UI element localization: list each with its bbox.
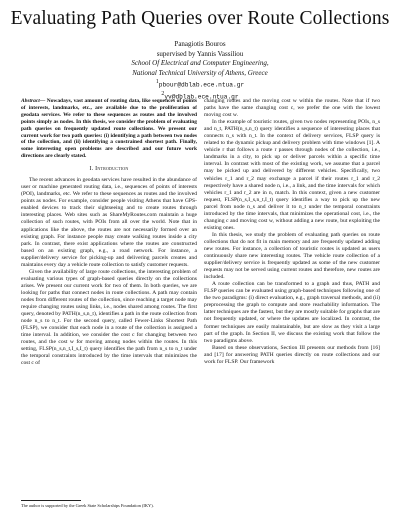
intro-paragraph-4: In the example of touristic routes, given two nodes representing POIs, n_s and n_t, PATH(n_s,n_t) query identifies a sequence of interesting places that connects n_s with n_t. In the context of delivery services, FLSP query is related to the dynamic pickup and delivery problem with time windows [1]. A vehicle r that follows a route r passes through nodes of the collection, i.e., landmarks in a city, to pick up or deliver parcels within a specific time interval. In contrast with most of the existing work, we assume that a parcel may be picked up and delivered by different vehicles. Specifically, two vehicles r_1 and r_2 may exchange a parcel if their routes r_1 and r_2 respectively have a shared node n, i.e., a link, and the time intervals for which vehicles r_1 and r_2 are in n, match. In this context, given a new customer request, FLSP(n_s,I_s,n_t,I_t) query identifies a way to pick up the new parcel from node n_s and deliver it to n_t under the temporal constraints introduced by the time intervals, that minimizes the operational cost, i.e., the changing c and moving cost w, without adding a new route, but exploiting the existing ones. [204,119,380,231]
abstract-text: — Nowadays, vast amount of routing data, like sequences of points of interests, landmarks, etc., are available due to the proliferation of geodata services. We refer to these sequences as routes and the involved points simply as nodes. In this thesis, we consider the problem of evaluating path queries on frequently updated route collections. We present our current work for two path queries: (i) identifying a path between two nodes of the collection, and (ii) identifying a constrained shortest path. Finally, some interesting open problems are described and our future work directions are clearly stated. [21,98,197,160]
intro-paragraph-5: In this thesis, we study the problem of evaluating path queries on route collections that do not fit in main memory and are frequently updated adding new routes. For instance, a collection of touristic routes is updated as users continuously share new interesting routes. The vehicle route collection of a supplier/delivery service is frequently updated as some of the new customer requests may not be served using current routes and therefore, new routes are included. [204,231,380,281]
email-line-1 [0,78,400,90]
intro-paragraph-3: changing routes and the moving cost w within the routes. Note that if two paths have the same changing cost c, we prefer the one with the lowest moving cost w. [204,98,380,119]
school-affiliation: School Of Electrical and Computer Engineering, [131,59,269,67]
intro-paragraph-1: The recent advances in geodata services have resulted in the abundance of user or machine generated routing data, i.e., sequences of points of interests (POI), landmarks, etc. We refer to these sequences as routes and the involved points as nodes. For example, consider people visiting Athens that have GPS-enabled devices to track their sightseeing and to create routes through interesting places. Web sites such as ShareMyRoutes.com maintain a huge collection of such routes, with POIs from all over the world. Note that in applications like the above, the routes are not necessarily formed over an existing graph. For instance people may create walking routes inside a city park. In contrast, there exist applications where the routes are constructed based on an existing graph, e.g., a road network. For instance, a supplier/delivery service for picking-up and delivering parcels creates and maintains every day a vehicle route collection to satisfy customer requests. [21,177,197,268]
university-affiliation: National Technical University of Athens, Greece [132,68,268,77]
email-1: pbour@dblab.ece.ntua.gr [158,81,245,89]
intro-paragraph-7: Based on these observations, Section III presents our methods from [16] and [17] for answering PATH queries directly on route collections and our work for FLSP. Our framework [204,344,380,365]
section-heading-introduction: I. Introduction [89,166,129,173]
abstract-lead: Abstract [21,98,40,104]
footnote: The author is supported by the Greek State Scholarships Foundation (IKY). [21,503,154,508]
right-column [204,98,380,366]
abstract [21,98,197,160]
email-marker-1: 1 [155,79,159,85]
email-2: yv@dblab.ece.ntua.gr [164,93,239,101]
email-marker-2: 2 [161,90,165,97]
supervisor-line: supervised by Yannis Vassiliou [156,49,244,58]
left-column [21,98,197,367]
author-name: Panagiotis Bouros [174,40,226,48]
intro-paragraph-6: A route collection can be transformed to a graph and thus, PATH and FLSP queries can be evaluated using graph-based techniques following one of the two paradigms: (i) direct evaluation, e.g., graph traversal methods, and (ii) preprocessing the graph to compute and store reachability information. The latter techniques are the fastest, but they are mostly suitable for graphs that are not frequently updated, or where the updates are localized. In contrast, the former techniques are easily maintainable, but are slow as they visit a large part of the graph. In Section II, we discuss the existing work that follow the two paradigms above. [204,281,380,344]
author-block [0,40,400,102]
intro-paragraph-2: Given the availability of large route collections, the interesting problem of evaluating various types of graph-based queries directly on the collections arises. We present our current work for two of them. In both queries, we are looking for paths that connect nodes in route collections. A path may contain nodes from different routes of the collection, since reaching a target node may require changing routes using links, i.e., nodes shared among routes. The first query, denoted by PATH(n_s,n_t), identifies a path in the route collection from node n_s to n_t. For the second query, called Fewer-Links Shortest Path (FLSP), we consider that each node in a route of the collection is assigned a time interval. In addition, we consider the cost c for changing between two routes, and the cost w for moving among nodes within the routes. In this setting, FLSP(n_s,n_t,I_s,I_t) query identifies the path from n_s to n_t under the temporal constraints introduced by the time intervals that minimizes the cost c of [21,268,197,367]
paper-title: Evaluating Path Queries over Route Collections [10,8,390,29]
footnote-rule [21,500,81,501]
